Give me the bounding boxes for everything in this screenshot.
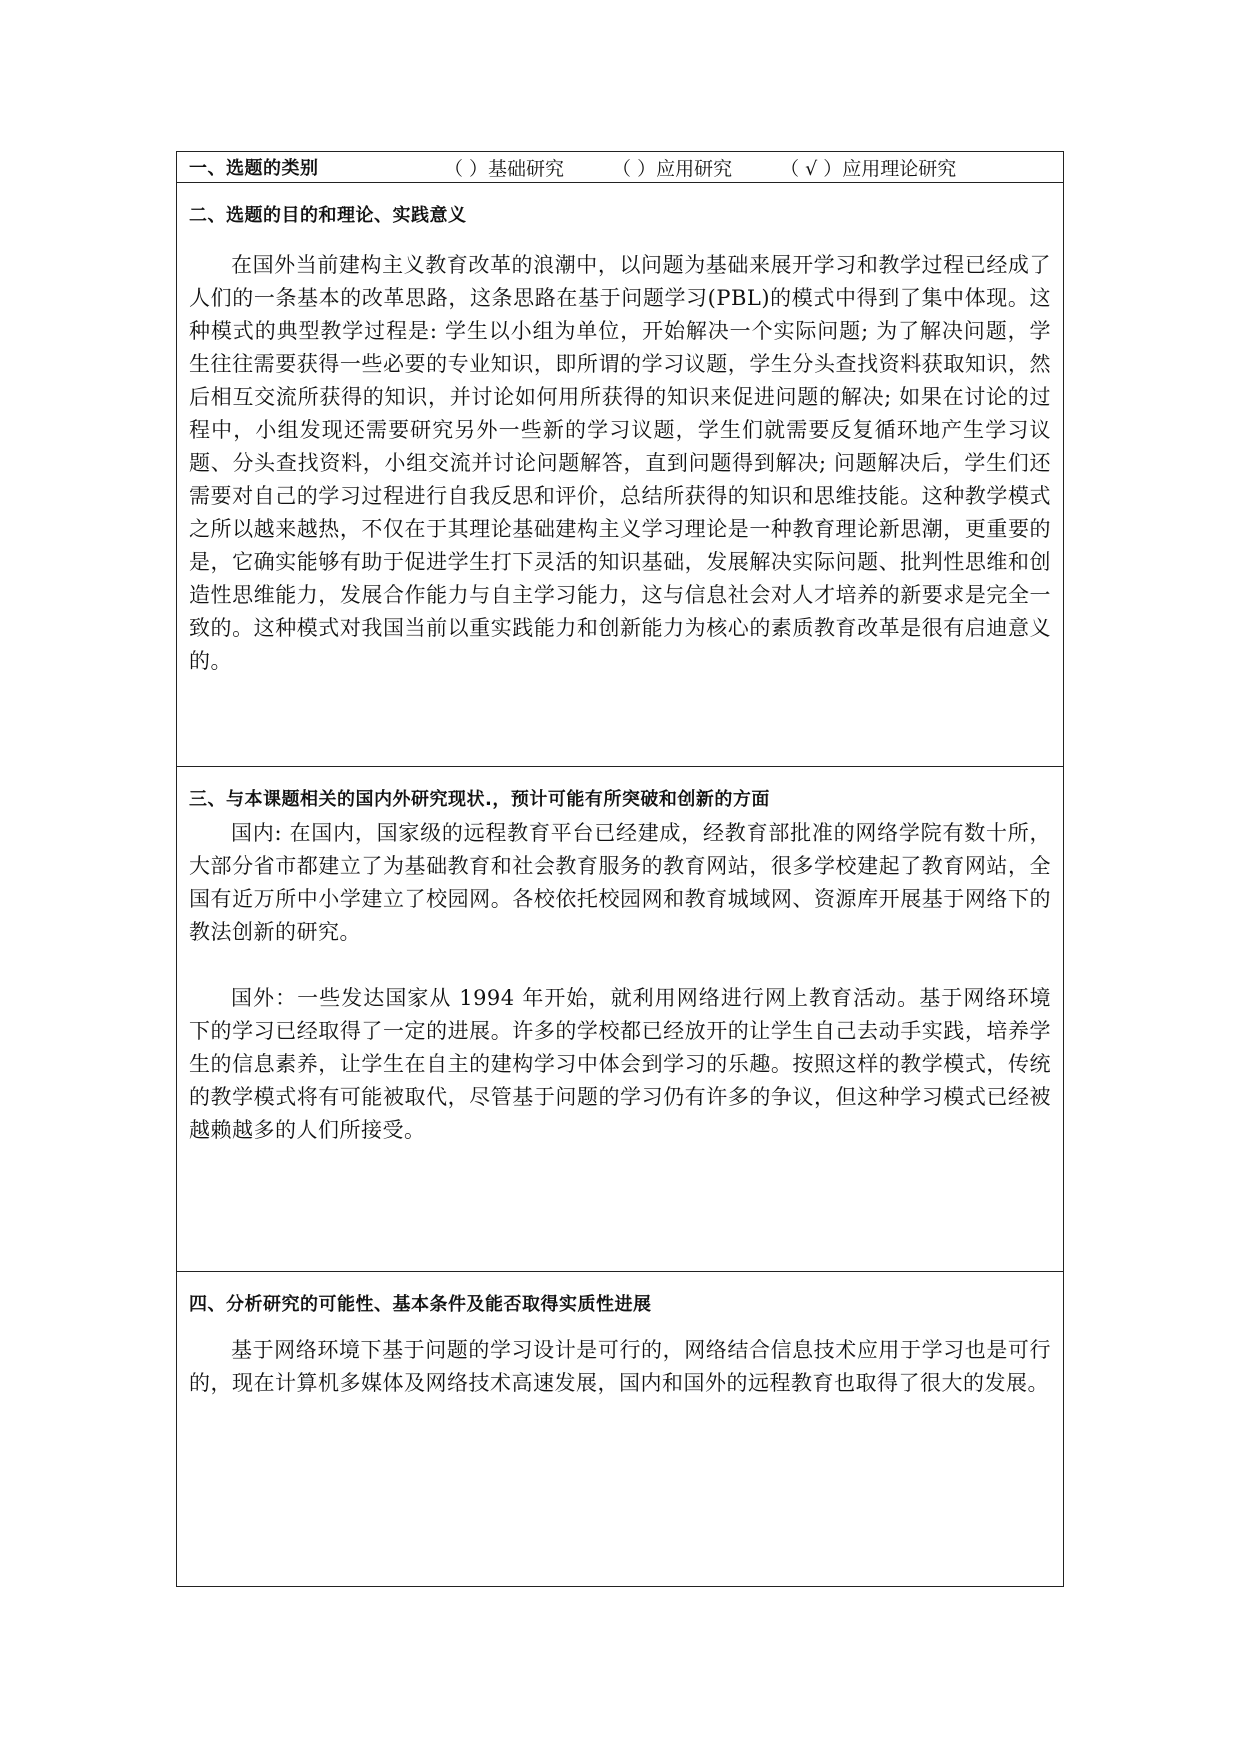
option-applied-theory-research: （ √ ）应用理论研究: [780, 157, 957, 180]
option-applied-research: （ ）应用研究: [612, 157, 733, 180]
feasibility-section: [177, 1272, 1063, 1586]
purpose-paragraph: 在国外当前建构主义教育改革的浪潮中，以问题为基础来展开学习和教学过程已经成了人们的一条基本的改革思路，这条思路在基于问题学习(PBL)的模式中得到了集中体现。这种模式的典型教学过程是: 学生以小组为单位，开始解决一个实际问题; 为了解决问题，学生往往需要获得一些必要的专业知识，即所谓的学习议题，学生分头查找资料获取知识，然后相互交流所获得的知识，并讨论如何用所获得的知识来促进问题的解决; 如果在讨论的过程中，小组发现还需要研究另外一些新的学习议题，学生们就需要反复循环地产生学习议题、分头查找资料，小组交流并讨论问题解答，直到问题得到解决; 问题解决后，学生们还需要对自己的学习过程进行自我反思和评价，总结所获得的知识和思维技能。这种教学模式之所以越来越热，不仅在于其理论基础建构主义学习理论是一种教育理论新思潮，更重要的是，它确实能够有助于促进学生打下灵活的知识基础，发展解决实际问题、批判性思维和创造性思维能力，发展合作能力与自主学习能力，这与信息社会对人才培养的新要求是完全一致的。这种模式对我国当前以重实践能力和创新能力为核心的素质教育改革是很有启迪意义的。: [189, 253, 1051, 673]
purpose-section: [177, 183, 1063, 767]
option-basic-research: （ ）基础研究: [444, 157, 565, 180]
category-row: [177, 152, 1063, 183]
proposal-form-table: [176, 151, 1064, 1587]
research-status-heading: 三、与本课题相关的国内外研究现状.，预计可能有所突破和创新的方面: [189, 789, 770, 810]
foreign-status-paragraph: 国外：一些发达国家从 1994 年开始，就利用网络进行网上教育活动。基于网络环境下的学习已经取得了一定的进展。许多的学校都已经放开的让学生自己去动手实践，培养学生的信息素养，让学生在自主的建构学习中体会到学习的乐趣。按照这样的教学模式，传统的教学模式将有可能被取代，尽管基于问题的学习仍有许多的争议，但这种学习模式已经被越赖越多的人们所接受。: [189, 986, 1051, 1142]
feasibility-heading: 四、分析研究的可能性、基本条件及能否取得实质性进展: [189, 1294, 652, 1315]
category-heading: 一、选题的类别: [189, 158, 319, 179]
domestic-status-paragraph: 国内: 在国内，国家级的远程教育平台已经建成，经教育部批准的网络学院有数十所，大部分省市都建立了为基础教育和社会教育服务的教育网站，很多学校建起了教育网站，全国有近万所中小学建立了校园网。各校依托校园网和教育城域网、资源库开展基于网络下的教法创新的研究。: [189, 821, 1051, 944]
purpose-heading: 二、选题的目的和理论、实践意义: [189, 205, 467, 226]
feasibility-paragraph: 基于网络环境下基于问题的学习设计是可行的，网络结合信息技术应用于学习也是可行的，现在计算机多媒体及网络技术高速发展，国内和国外的远程教育也取得了很大的发展。: [189, 1338, 1051, 1395]
research-status-section: [177, 767, 1063, 1272]
